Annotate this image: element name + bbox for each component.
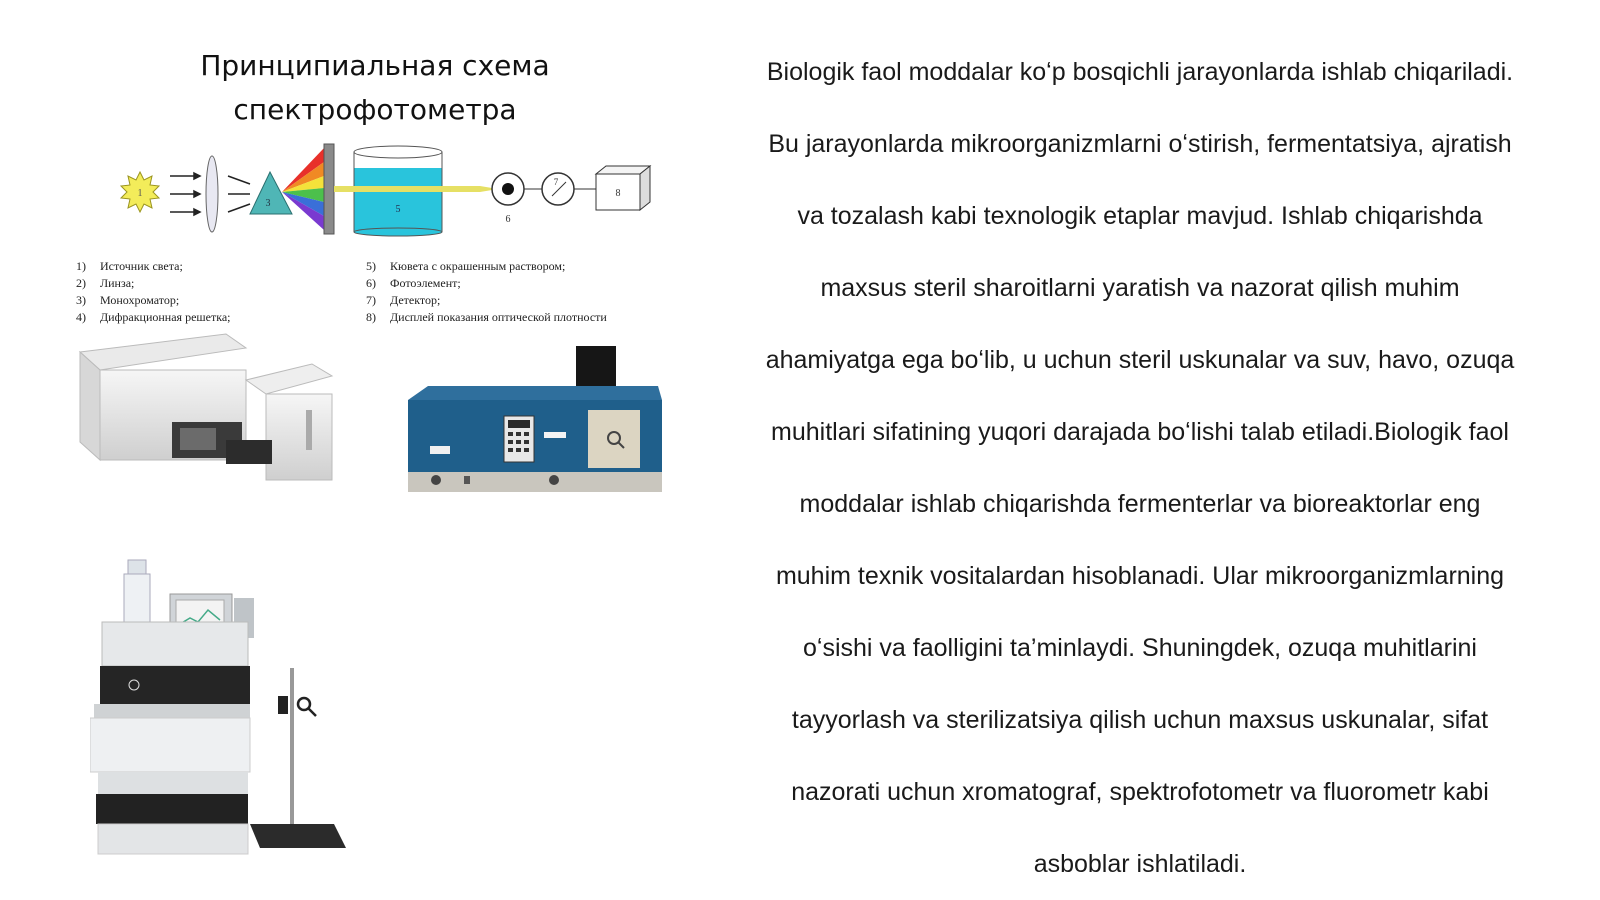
- body-text-line: va tozalash kabi texnologik etaplar mavjud. Ishlab chiqarishda: [797, 202, 1483, 230]
- lens-icon: [206, 156, 218, 232]
- svg-text:8: 8: [615, 188, 621, 199]
- legend-item: 1) Источник света;: [76, 259, 183, 273]
- blue-spectrophotometer-image: [408, 346, 678, 506]
- scheme-title: [100, 44, 650, 132]
- body-text-line: Biologik faol moddalar koʻp bosqichli jarayonlarda ishlab chiqariladi.: [766, 58, 1514, 86]
- body-text-line: maxsus steril sharoitlarni yaratish va nazorat qilish muhim: [820, 274, 1460, 302]
- body-text-line: oʻsishi va faolligini ta’minlaydi. Shuningdek, ozuqa muhitlarini: [803, 634, 1477, 662]
- body-text-line: nazorati uchun xromatograf, spektrofotometr va fluorometr kabi: [791, 778, 1489, 806]
- light-arrows: [170, 173, 200, 215]
- detector-icon: [542, 173, 574, 205]
- svg-text:5: 5: [395, 204, 401, 215]
- svg-text:3: 3: [265, 198, 271, 209]
- legend-item: 4) Дифракционная решетка;: [76, 310, 231, 324]
- legend-item: 8) Дисплей показания оптической плотности: [366, 310, 607, 324]
- body-text-line: asboblar ishlatiladi.: [1033, 850, 1247, 878]
- legend-item: 2) Линза;: [76, 276, 135, 290]
- legend-item: 3) Монохроматор;: [76, 293, 180, 307]
- display-box-icon: [596, 166, 650, 210]
- body-text-line: tayyorlash va sterilizatsiya qilish uchun maxsus uskunalar, sifat: [791, 706, 1489, 734]
- chromatograph-image: [90, 548, 360, 868]
- body-text-line: Bu jarayonlarda mikroorganizmlarni oʻstirish, fermentatsiya, ajratish: [768, 130, 1512, 158]
- white-spectrophotometer-image: [76, 330, 356, 500]
- legend-item: 6) Фотоэлемент;: [366, 276, 461, 290]
- legend-item: 5) Кювета с окрашенным раствором;: [366, 259, 566, 273]
- scheme-title-line: спектрофотометра: [233, 93, 517, 126]
- scheme-title-line: Принципиальная схема: [200, 49, 550, 82]
- body-text-line: muhitlari sifatining yuqori darajada boʻlishi talab etiladi.Biologik faol: [771, 418, 1509, 446]
- photocell-icon: [492, 173, 524, 225]
- legend-right: [366, 258, 607, 326]
- svg-text:6: 6: [505, 214, 511, 225]
- svg-text:1: 1: [137, 188, 143, 199]
- spectrophotometer-diagram: [110, 140, 670, 240]
- grating-icon: [324, 144, 334, 234]
- legend-item: 7) Детектор;: [366, 293, 441, 307]
- light-source-icon: [121, 172, 159, 212]
- body-text-line: ahamiyatga ega boʻlib, u uchun steril uskunalar va suv, havo, ozuqa: [765, 346, 1515, 374]
- body-text-line: moddalar ishlab chiqarishda fermenterlar va bioreaktorlar eng: [799, 490, 1481, 518]
- body-text: [722, 36, 1558, 900]
- legend-left: [76, 258, 231, 326]
- body-text-line: muhim texnik vositalardan hisoblanadi. Ular mikroorganizmlarning: [775, 562, 1505, 590]
- svg-text:7: 7: [553, 177, 559, 187]
